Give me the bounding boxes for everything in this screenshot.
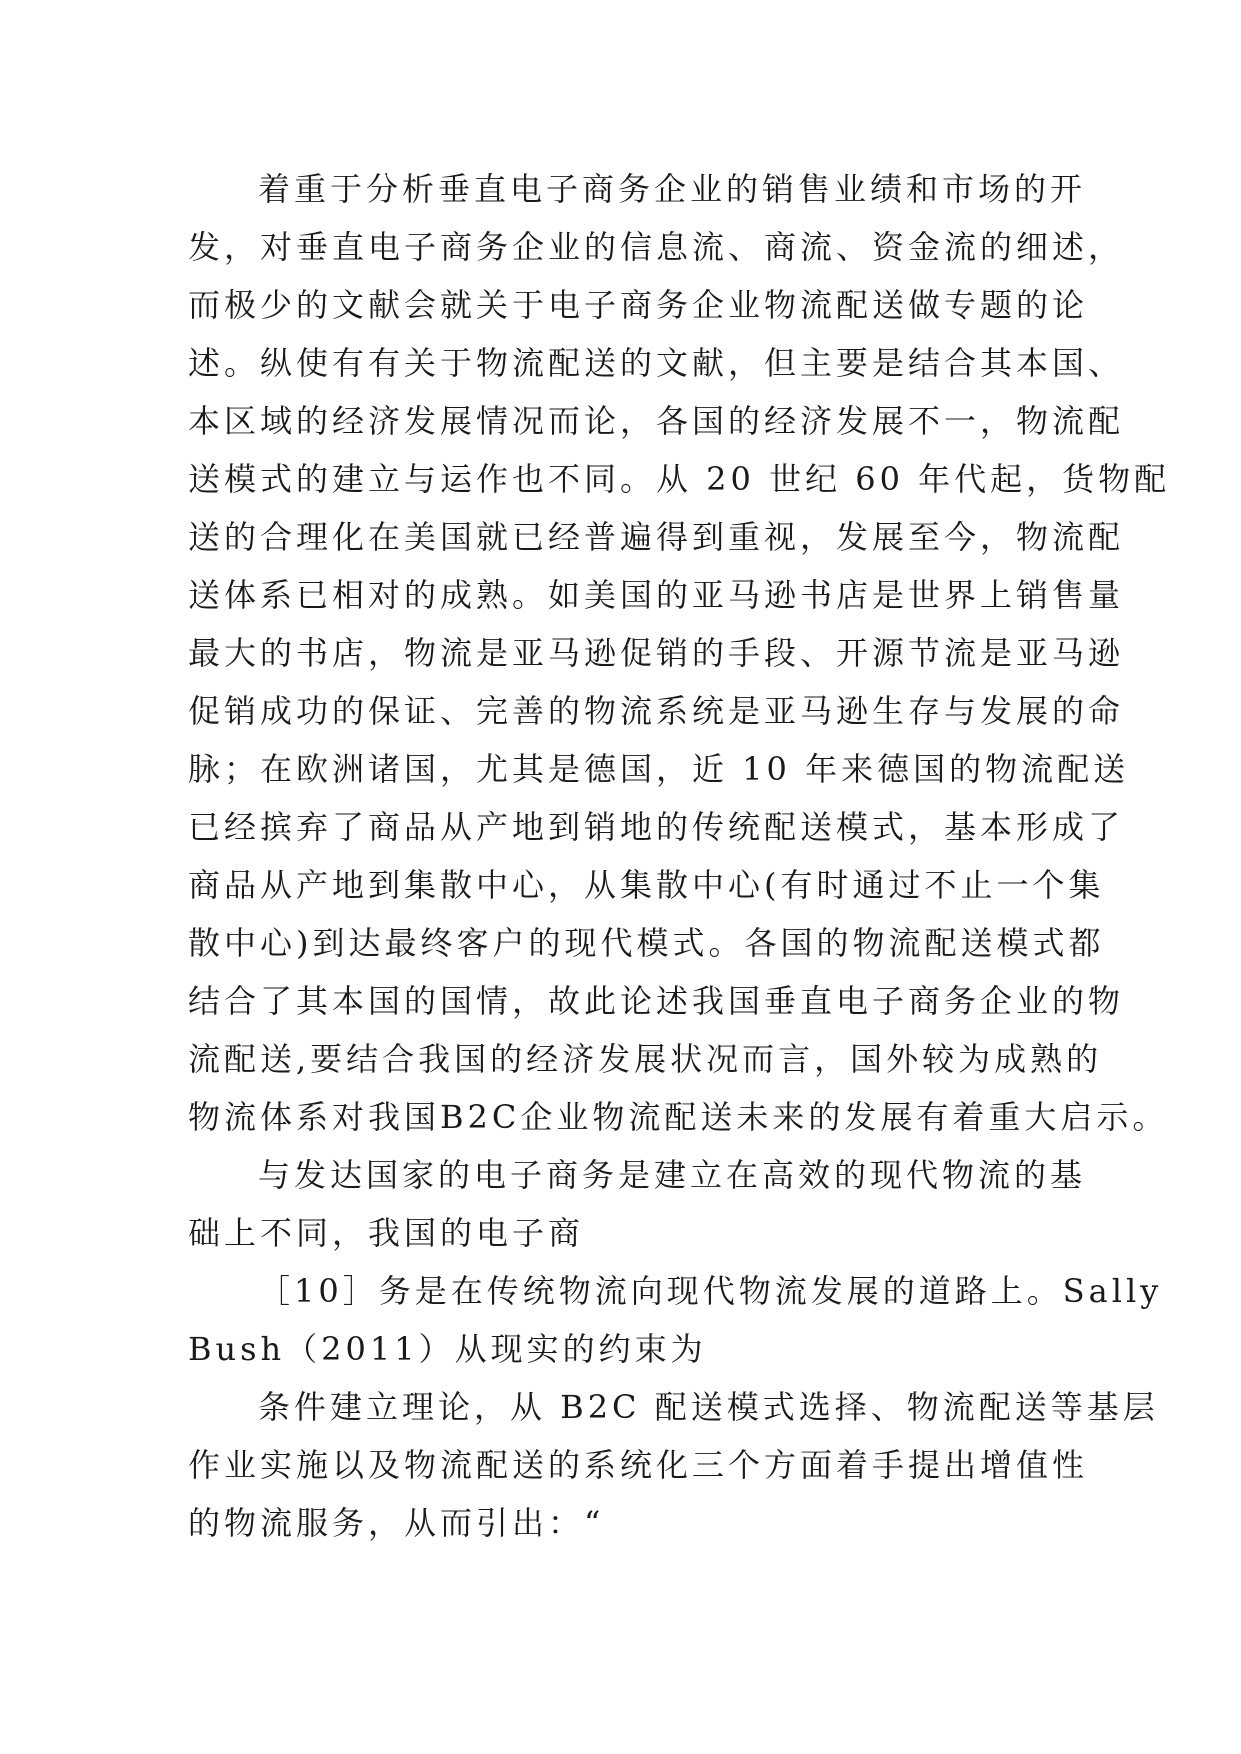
text-line: Bush（2011）从现实的约束为 — [188, 1330, 707, 1368]
text-line: 送的合理化在美国就已经普遍得到重视，发展至今，物流配 — [188, 518, 1125, 556]
text-line: 着重于分析垂直电子商务企业的销售业绩和市场的开 — [258, 170, 1087, 208]
text-line: 物流体系对我国B2C企业物流配送未来的发展有着重大启示。 — [188, 1098, 1169, 1136]
text-line: 述。纵使有有关于物流配送的文献，但主要是结合其本国、 — [188, 344, 1125, 382]
text-line: 础上不同，我国的电子商 — [188, 1214, 585, 1252]
text-line: 发，对垂直电子商务企业的信息流、商流、资金流的细述， — [188, 228, 1125, 266]
paragraph-2 — [188, 1146, 1087, 1262]
text-line: 商品从产地到集散中心，从集散中心(有时通过不止一个集 — [188, 866, 1105, 904]
text-line: 最大的书店，物流是亚马逊促销的手段、开源节流是亚马逊 — [188, 634, 1125, 672]
text-line: 作业实施以及物流配送的系统化三个方面着手提出增值性 — [188, 1446, 1089, 1484]
paragraph-1 — [188, 160, 1171, 1146]
text-line: 脉；在欧洲诸国，尤其是德国，近 10 年来德国的物流配送 — [188, 750, 1130, 788]
text-line: ［10］务是在传统物流向现代物流发展的道路上。Sally — [258, 1272, 1163, 1310]
text-line: 的物流服务，从而引出：“ — [188, 1504, 605, 1542]
paragraph-3 — [188, 1262, 1163, 1378]
text-line: 结合了其本国的国情，故此论述我国垂直电子商务企业的物 — [188, 982, 1125, 1020]
text-line: 而极少的文献会就关于电子商务企业物流配送做专题的论 — [188, 286, 1089, 324]
text-line: 流配送,要结合我国的经济发展状况而言，国外较为成熟的 — [188, 1040, 1103, 1078]
text-line: 条件建立理论，从 B2C 配送模式选择、物流配送等基层 — [258, 1388, 1159, 1426]
text-line: 散中心)到达最终客户的现代模式。各国的物流配送模式都 — [188, 924, 1105, 962]
text-line: 与发达国家的电子商务是建立在高效的现代物流的基 — [258, 1156, 1087, 1194]
text-line: 送模式的建立与运作也不同。从 20 世纪 60 年代起，货物配 — [188, 460, 1171, 498]
document-body — [188, 160, 1171, 1552]
text-line: 已经摈弃了商品从产地到销地的传统配送模式，基本形成了 — [188, 808, 1125, 846]
paragraph-4 — [188, 1378, 1159, 1552]
text-line: 送体系已相对的成熟。如美国的亚马逊书店是世界上销售量 — [188, 576, 1125, 614]
text-line: 本区域的经济发展情况而论，各国的经济发展不一，物流配 — [188, 402, 1125, 440]
text-line: 促销成功的保证、完善的物流系统是亚马逊生存与发展的命 — [188, 692, 1125, 730]
